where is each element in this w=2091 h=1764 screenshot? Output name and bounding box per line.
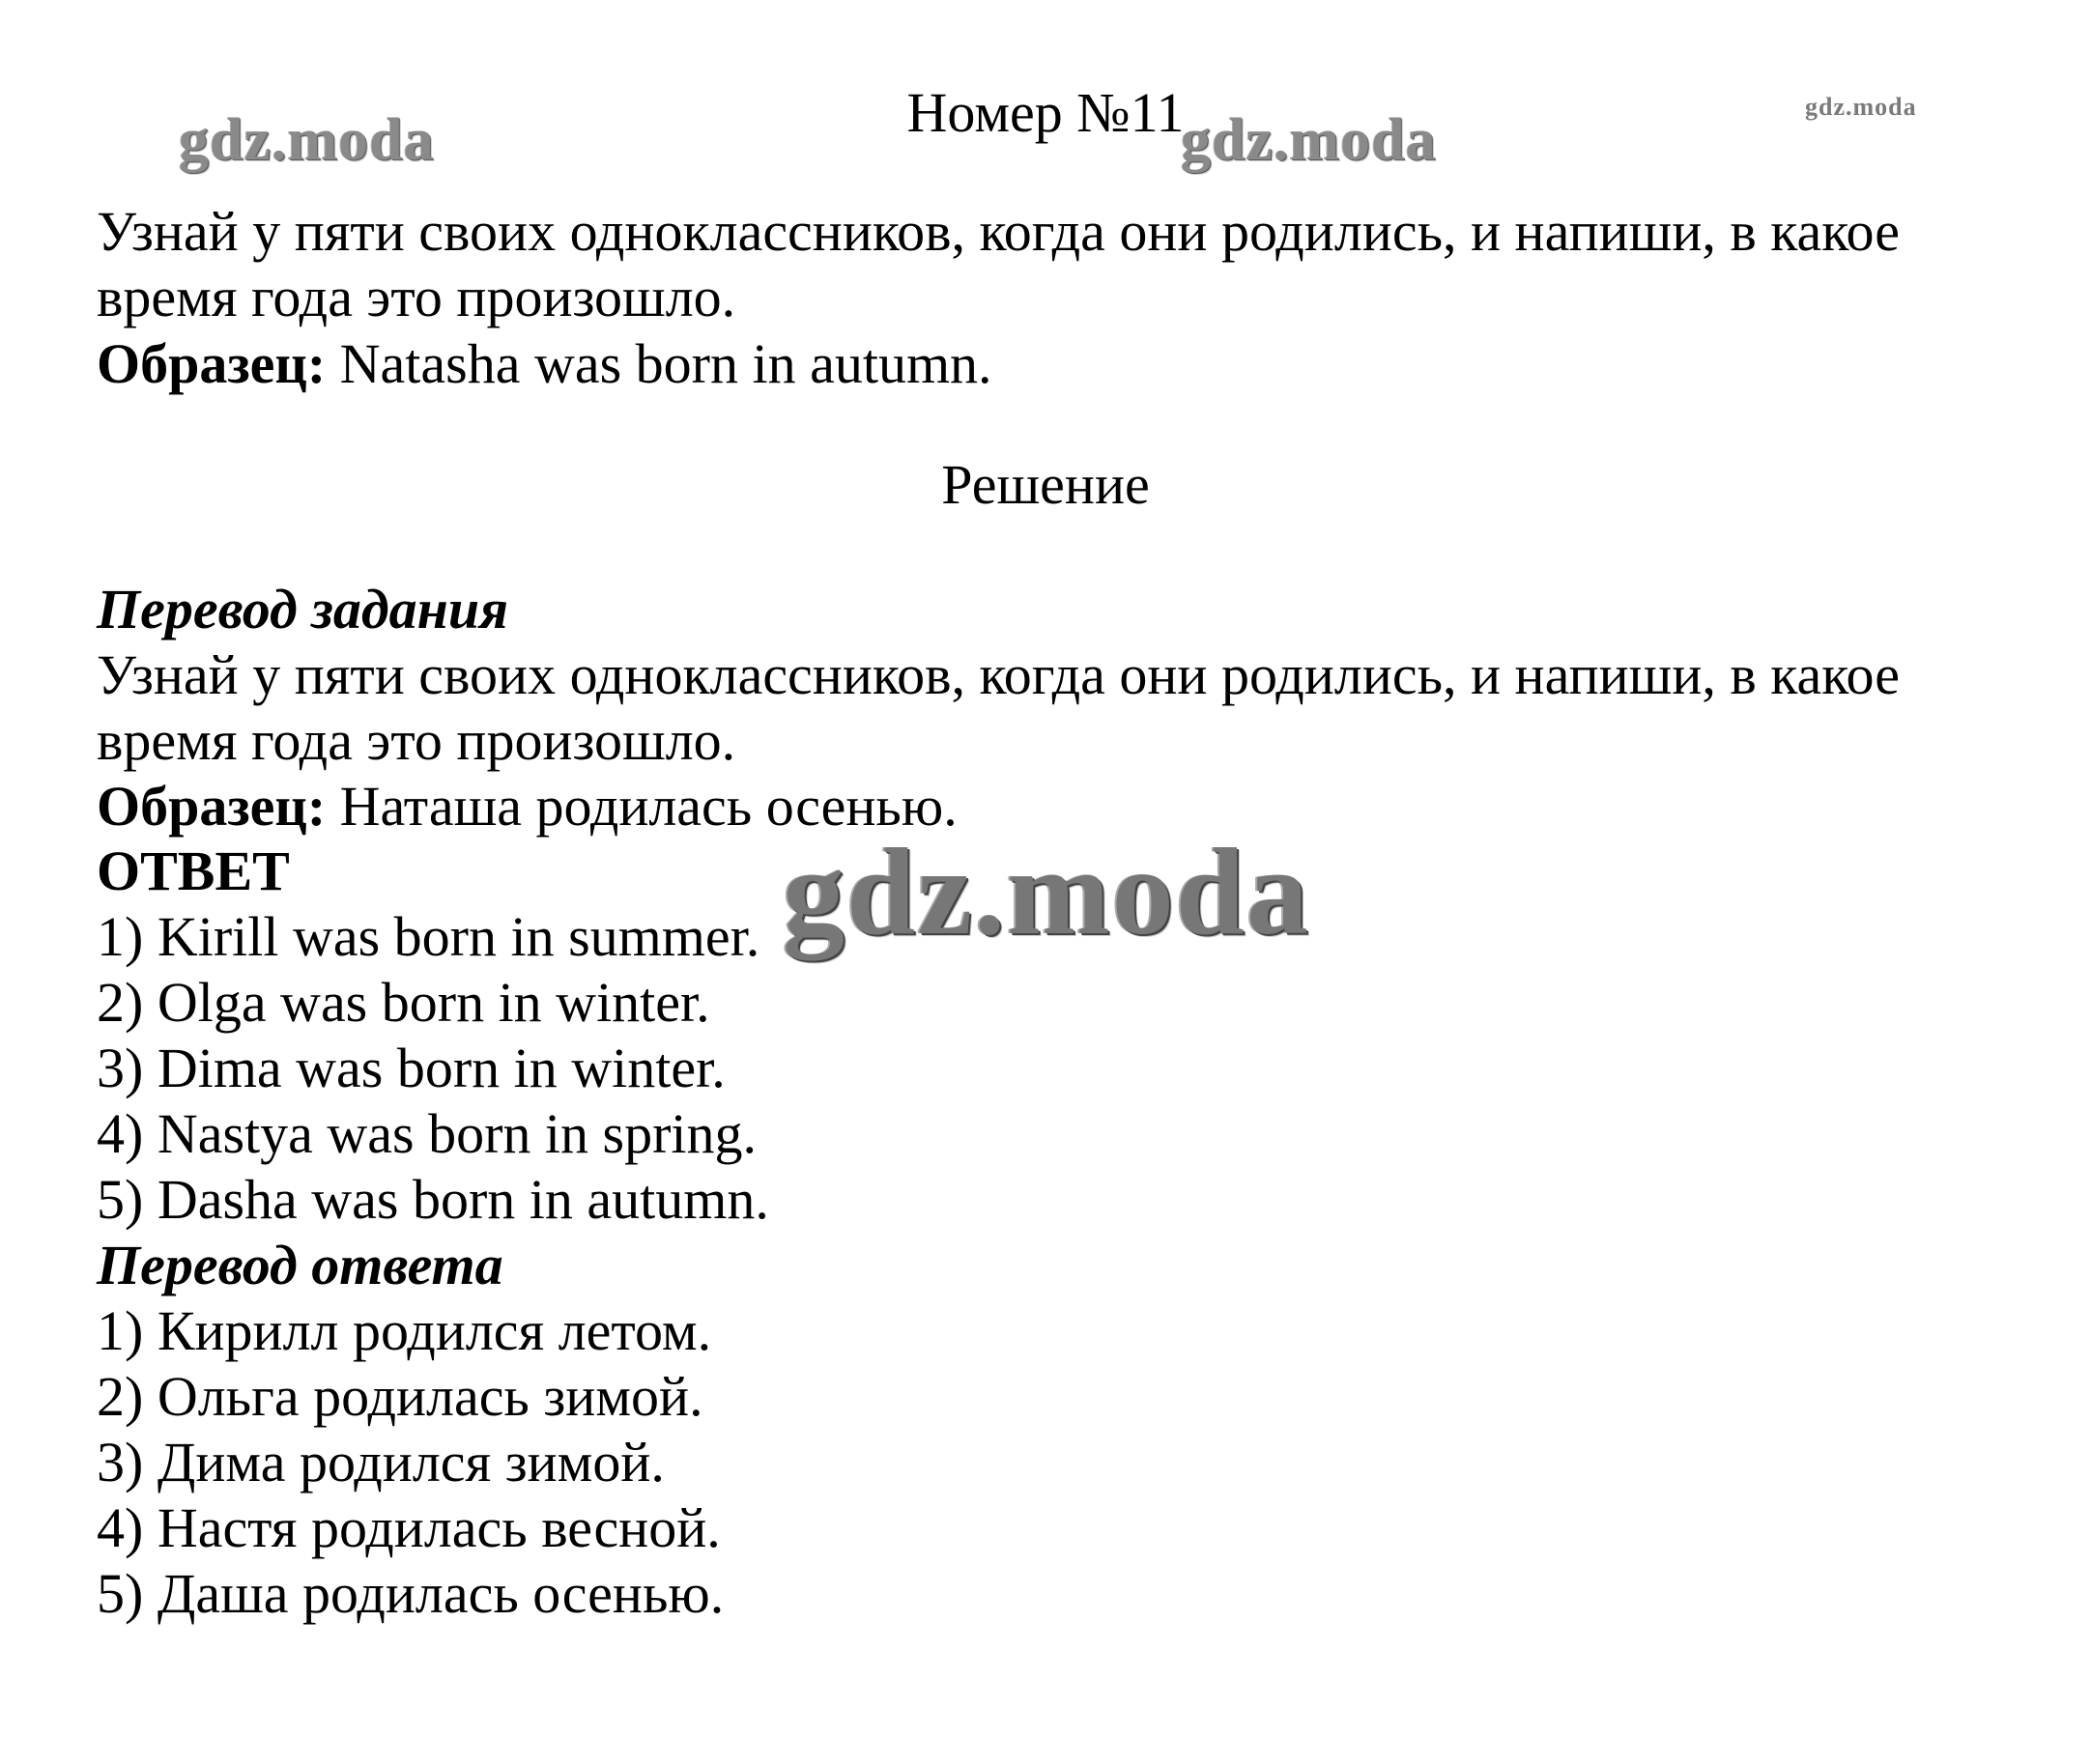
translation-answer-item: 5) Даша родилась осенью. (97, 1562, 725, 1625)
answer-heading: ОТВЕТ (97, 839, 290, 902)
task-text-line: Узнай у пяти своих одноклассников, когда они родились, и напиши, в какое (97, 200, 1900, 263)
watermark: gdz.moda (783, 823, 1310, 960)
translation-answer-item: 2) Ольга родилась зимой. (97, 1365, 703, 1428)
translation-task-line: время года это произошло. (97, 709, 736, 772)
answer-item: 1) Kirill was born in summer. (97, 905, 760, 968)
sample-text: Natasha was born in autumn. (326, 332, 992, 395)
sample-label: Образец: (97, 775, 327, 838)
solution-heading: Решение (941, 453, 1150, 516)
watermark: gdz.moda (1181, 107, 1437, 173)
watermark: gdz.moda (1805, 93, 1917, 121)
answer-item: 3) Dima was born in winter. (97, 1037, 726, 1099)
answer-item: 4) Nastya was born in spring. (97, 1102, 758, 1165)
task-sample (97, 331, 992, 397)
translation-answer-item: 1) Кирилл родился летом. (97, 1299, 712, 1362)
answer-item: 2) Olga was born in winter. (97, 971, 710, 1034)
translation-answer-item: 3) Дима родился зимой. (97, 1431, 665, 1494)
page-title: Номер №11 (906, 81, 1185, 144)
sample-text: Наташа родилась осенью. (326, 775, 958, 838)
task-text-line: время года это произошло. (97, 266, 736, 328)
answer-item: 5) Dasha was born in autumn. (97, 1168, 769, 1231)
sample-label: Образец: (97, 332, 327, 395)
translation-task-heading: Перевод задания (97, 578, 508, 640)
watermark: gdz.moda (179, 107, 435, 173)
translation-answer-heading: Перевод ответа (97, 1234, 503, 1296)
translation-task-line: Узнай у пяти своих одноклассников, когда они родились, и напиши, в какое (97, 643, 1900, 706)
translation-answer-item: 4) Настя родилась весной. (97, 1496, 721, 1559)
